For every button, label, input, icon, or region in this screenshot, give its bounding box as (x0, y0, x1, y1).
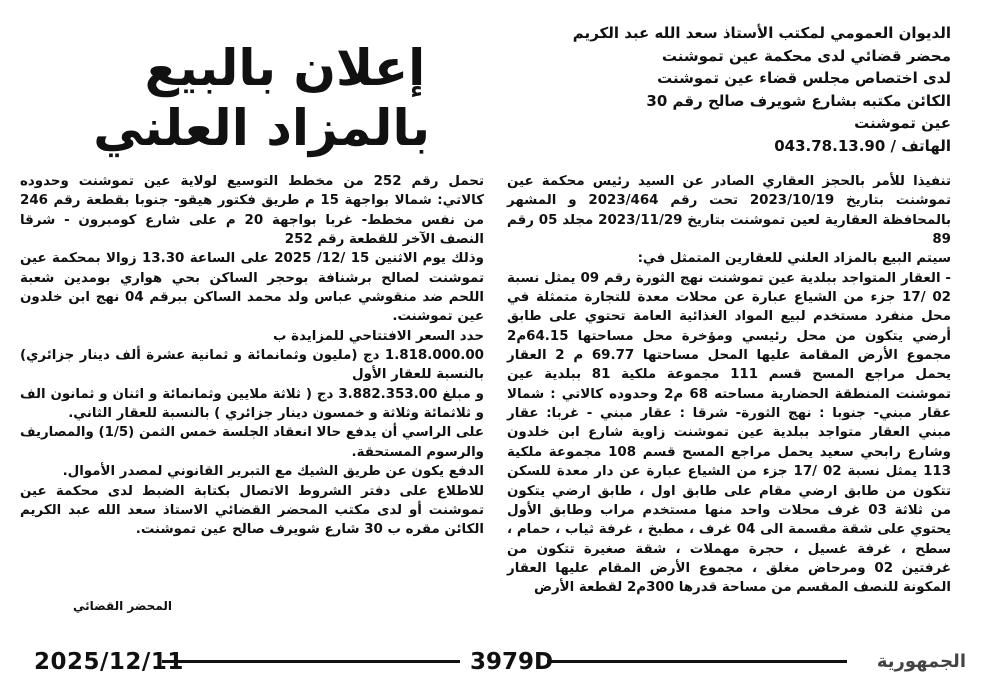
footer-rule-right (547, 660, 847, 663)
header-phone: الهاتف / 043.78.13.90 (774, 136, 951, 155)
notice-number: 3979D (470, 649, 554, 675)
header-line: عين تموشنت (854, 114, 951, 132)
right-column (507, 172, 951, 598)
footer-bar (12, 649, 974, 677)
plot-boundaries-paragraph: تحمل رقم 252 من مخطط التوسيع لولاية عين تموشنت وحدوده كالاتي: شمالا بواجهة 15 م طريق فكتور هيقو- جنوبا بقطعة رقم 246 من نفس مخطط- غربا بواجهة 20 م على شارع كومبرون - شرقا النصف الآخر للقطعة رقم 252 (20, 174, 484, 248)
price-first-property: 1.818.000.00 دج (مليون وثمانمائة و ثمانية عشرة ألف دينار جزائري) بالنسبة للعقار الأول (20, 348, 484, 383)
notice-headline (93, 38, 430, 158)
publication-logo: الجمهورية (876, 651, 966, 672)
property-description-paragraph: - العقار المتواجد ببلدية عين تموشنت نهج الثورة رقم 09 يمثل نسبة 02 /17 جزء من الشياع عبارة عن محلات معدة للتجارة متمثلة في محل منفرد مستخدم لبيع المواد الغذائية العامة تحتوي على طابق أرضي يتكون من محل رئيسي ومؤخرة محل مساحتها 64.15م2 مجموع الأرض المقامة عليها المحل مساحتها 69.77 م 2 العقار يحمل مراجع المسح قسم 111 مجموعة ملكية 81 ببلدية عين تموشنت المنطقة الحضارية مساحته 68 م2 وحدوده كالاتي : شمالا عقار مبني- جنوبا : نهج الثورة- شرقا : عقار مبني - غربا: عقار مبني العقار متواجد ببلدية عين تموشنت زاوية شارع ابن خلدون وشارع رابحي سعيد يحمل مراجع المسح قسم 108 مجموعة ملكية 113 يمثل نسبة 02 /17 جزء من الشياع عبارة عن دار معدة للسكن تتكون من طابق ارضي مقام على طابق اول ، طابق ارضي يتكون من ثلاثة 03 غرف محلات واحد منها مستخدم مراب وطابق الأول يحتوي على شقة مقسمة الى 04 غرف ، مطبخ ، غرفة ثياب ، حمام ، سطح ، غرفة غسيل ، حجرة مهملات ، شقة صغيرة تتكون من غرفتين 02 ومرحاض مغلق ، مجموع الأرض المقام عليها العقار المكونة للنصف المقسم من مساحة قدرها 300م2 لقطعة الأرض (507, 270, 952, 596)
conditions-contact-paragraph: للاطلاع على دفتر الشروط الاتصال بكتابة الضبط لدى محكمة عين تموشنت أو لدى مكتب المحضر القضائي الاستاذ سعد الله عبد الكريم الكائن مقره ب 30 شارع شويرف صالح عين تموشنت. (20, 483, 484, 538)
issue-date: 2025/12/11 (34, 649, 184, 675)
headline-line-1: إعلان بالبيع (144, 39, 426, 97)
header-line: محضر قضائي لدى محكمة عين تموشنت (661, 46, 951, 65)
left-column (20, 172, 484, 540)
price-second-property: و مبلغ 3.882.353.00 دج ( ثلاثة ملايين وثمانمائة و اثنان و ثمانون الف و ثلاثمائة وثلاثة و خمسون دينار جزائري ) بالنسبة للعقار الثاني. (20, 386, 484, 422)
payment-method-paragraph: الدفع يكون عن طريق الشيك مع التبرير القانوني لمصدر الأموال. (62, 464, 484, 480)
headline-line-2: بالمزاد العلني (93, 99, 430, 157)
header-line: الكائن مكتبه بشارع شويرف صالح رقم 30 (646, 91, 951, 110)
execution-order-paragraph: تنفيذا للأمر بالحجز العقاري الصادر عن السيد رئيس محكمة عين تموشنت بتاريخ 2023/10/19 تحت رقم 2023/464 و المشهر بالمحافظة العقارية لعين تموشنت بتاريخ 2023/11/29 مجلد 05 رقم 89 (507, 174, 952, 248)
opening-price-label: حدد السعر الافتتاحي للمزايدة ب (272, 328, 484, 344)
auction-intro-paragraph: سيتم البيع بالمزاد العلني للعقارين المتمثل في: (637, 251, 951, 267)
footer-rule-left (162, 660, 460, 663)
bailiff-signature: المحضر القضائي (72, 599, 172, 613)
header-line: الديوان العمومي لمكتب الأستاذ سعد الله عبد الكريم (572, 24, 951, 42)
bailiff-header (572, 22, 951, 157)
header-line: لدى اختصاص مجلس قضاء عين تموشنت (657, 69, 951, 87)
auction-date-paragraph: وذلك يوم الاثنين 15 /12/ 2025 على الساعة 13.30 زوالا بمحكمة عين تموشنت لصالح برشنافة بوحجر الساكن بحي هواري بومدين شعبة اللحم ضد منقوشي عباس ولد محمد الساكن ببرقم 04 نهج ابن خلدون عين تموشنت. (20, 251, 484, 325)
payment-fifth-paragraph: على الراسي أن يدفع حالا انعقاد الجلسة خمس الثمن (1/5) والمصاريف والرسوم المستحقة. (20, 425, 484, 460)
